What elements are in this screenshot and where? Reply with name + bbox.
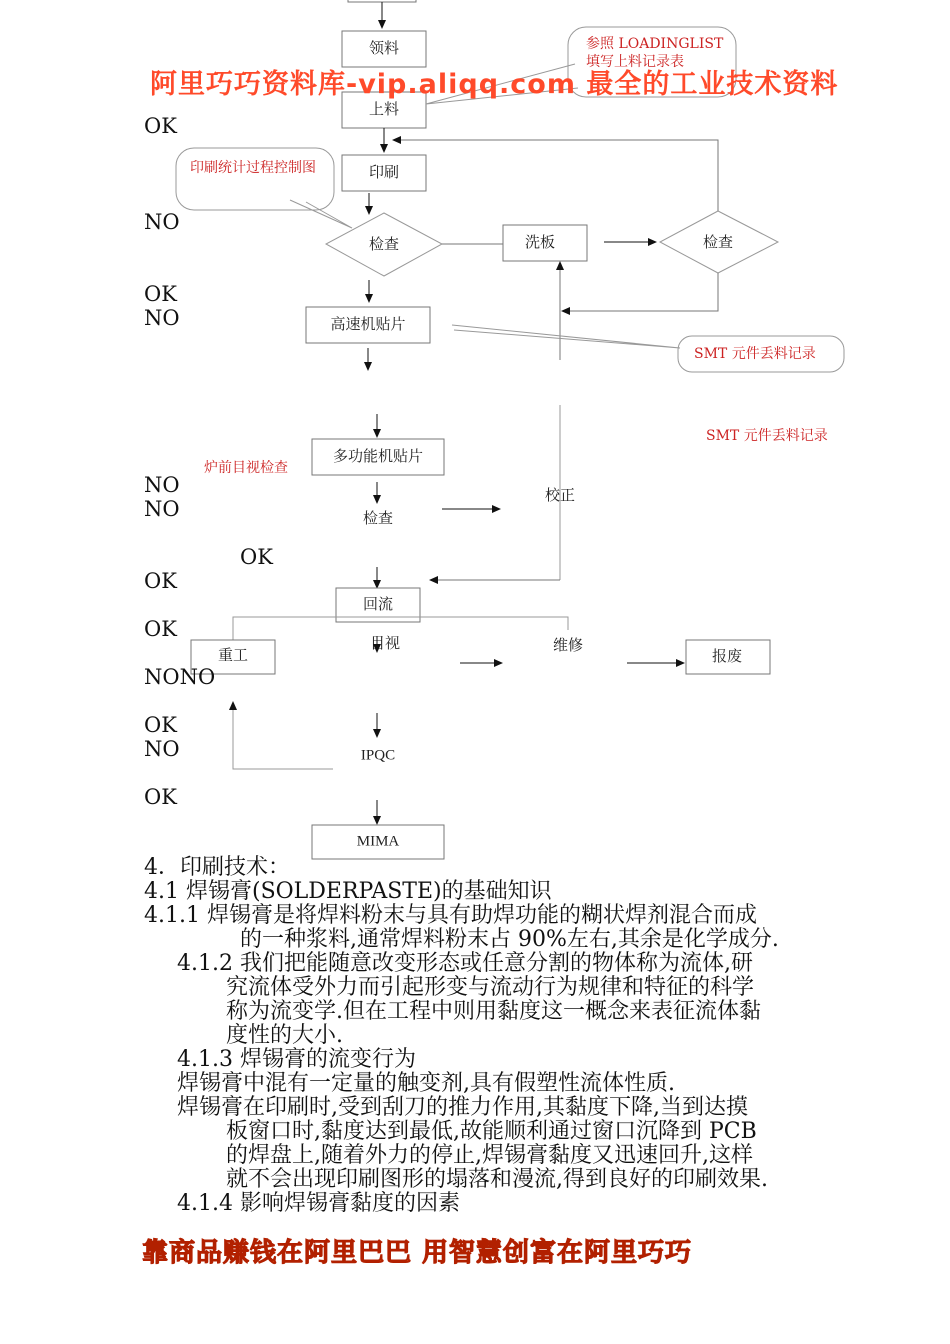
paragraph-line: 的一种浆料,通常焊料粉末占 90%左右,其余是化学成分. [240, 927, 779, 952]
printing-label: 印刷 [368, 163, 400, 181]
side-label-ok: OK [144, 617, 177, 641]
side-label-no: NO [144, 473, 180, 497]
side-label-no: NO [144, 306, 180, 330]
pick-material-label: 领料 [368, 39, 400, 57]
paragraph-line: 4.1.1 焊锡膏是将焊料粉末与具有助焊功能的糊状焊剂混合而成 [144, 903, 757, 928]
print-spc-callout [176, 148, 334, 210]
paragraph-line: 就不会出现印刷图形的塌落和漫流,得到良好的印刷效果. [226, 1167, 768, 1192]
middle-ok-label: OK [240, 545, 273, 569]
inspect-2-label: 检查 [362, 509, 394, 527]
paragraph-line: 焊锡膏在印刷时,受到刮刀的推力作用,其黏度下降,当到达摸 [177, 1095, 748, 1120]
side-label-ok: OK [144, 114, 177, 138]
loading-list-callout-line2: 填写上料记录表 [586, 54, 684, 70]
ipqc-label: IPQC [360, 747, 396, 764]
section-heading-printing-tech: 4．印刷技术： [144, 855, 290, 880]
reflow-label: 回流 [362, 595, 394, 613]
high-speed-mount-label: 高速机贴片 [330, 315, 406, 333]
clean-board-label: 洗板 [524, 233, 556, 251]
loading-list-callout-line1: 参照 LOADINGLIST [586, 36, 724, 52]
inspect-1-label: 检查 [368, 235, 400, 253]
smt-loss-callout-1-text: SMT 元件丢料记录 [694, 346, 816, 362]
paragraph-line: 称为流变学.但在工程中则用黏度这一概念来表征流体黏 [226, 999, 761, 1024]
side-label-nono: NONO [144, 665, 216, 689]
paragraph-line: 4.1.2 我们把能随意改变形态或任意分割的物体称为流体,研 [177, 951, 753, 976]
rework-label: 重工 [217, 646, 249, 664]
bottom-watermark-banner: 靠商品赚钱在阿里巴巴 用智慧创富在阿里巧巧 [142, 1238, 693, 1268]
side-label-no: NO [144, 497, 180, 521]
side-label-no: NO [144, 737, 180, 761]
mima-label: MIMA [356, 833, 400, 850]
paragraph-line: 焊锡膏中混有一定量的触变剂,具有假塑性流体性质. [177, 1071, 675, 1096]
inspect-right-label: 检查 [702, 233, 734, 251]
side-label-no: NO [144, 210, 180, 234]
paragraph-line: 度性的大小. [226, 1023, 343, 1048]
side-label-ok: OK [144, 569, 177, 593]
paragraph-line: 4.1.4 影响焊锡膏黏度的因素 [177, 1191, 460, 1216]
paragraph-line: 4.1.3 焊锡膏的流变行为 [177, 1047, 416, 1072]
side-label-ok: OK [144, 785, 177, 809]
side-label-ok: OK [144, 713, 177, 737]
scrap-label: 报废 [711, 647, 743, 665]
calibrate-label: 校正 [544, 486, 576, 504]
multi-function-mount-label: 多功能机贴片 [332, 447, 424, 465]
side-label-ok: OK [144, 282, 177, 306]
previous-step-box [348, 0, 416, 2]
load-material-label: 上料 [368, 100, 400, 118]
paragraph-line: 板窗口时,黏度达到最低,故能顺利通过窗口沉降到 PCB [226, 1119, 757, 1144]
repair-label: 维修 [552, 636, 584, 654]
top-watermark-banner: 阿里巧巧资料库-vip.aliqq.com 最全的工业技术资料 [150, 69, 839, 100]
paragraph-line: 的焊盘上,随着外力的停止,焊锡膏黏度又迅速回升,这样 [226, 1143, 753, 1168]
smt-loss-text-2: SMT 元件丢料记录 [706, 428, 828, 444]
paragraph-line: 究流体受外力而引起形变与流动行为规律和特征的科学 [226, 975, 755, 1000]
print-spc-callout-text: 印刷统计过程控制图 [190, 160, 316, 176]
visual-label: 目视 [369, 634, 401, 652]
pre-oven-check-text: 炉前目视检查 [204, 460, 288, 476]
subsection-heading: 4.1 焊锡膏(SOLDERPASTE)的基础知识 [144, 879, 552, 904]
